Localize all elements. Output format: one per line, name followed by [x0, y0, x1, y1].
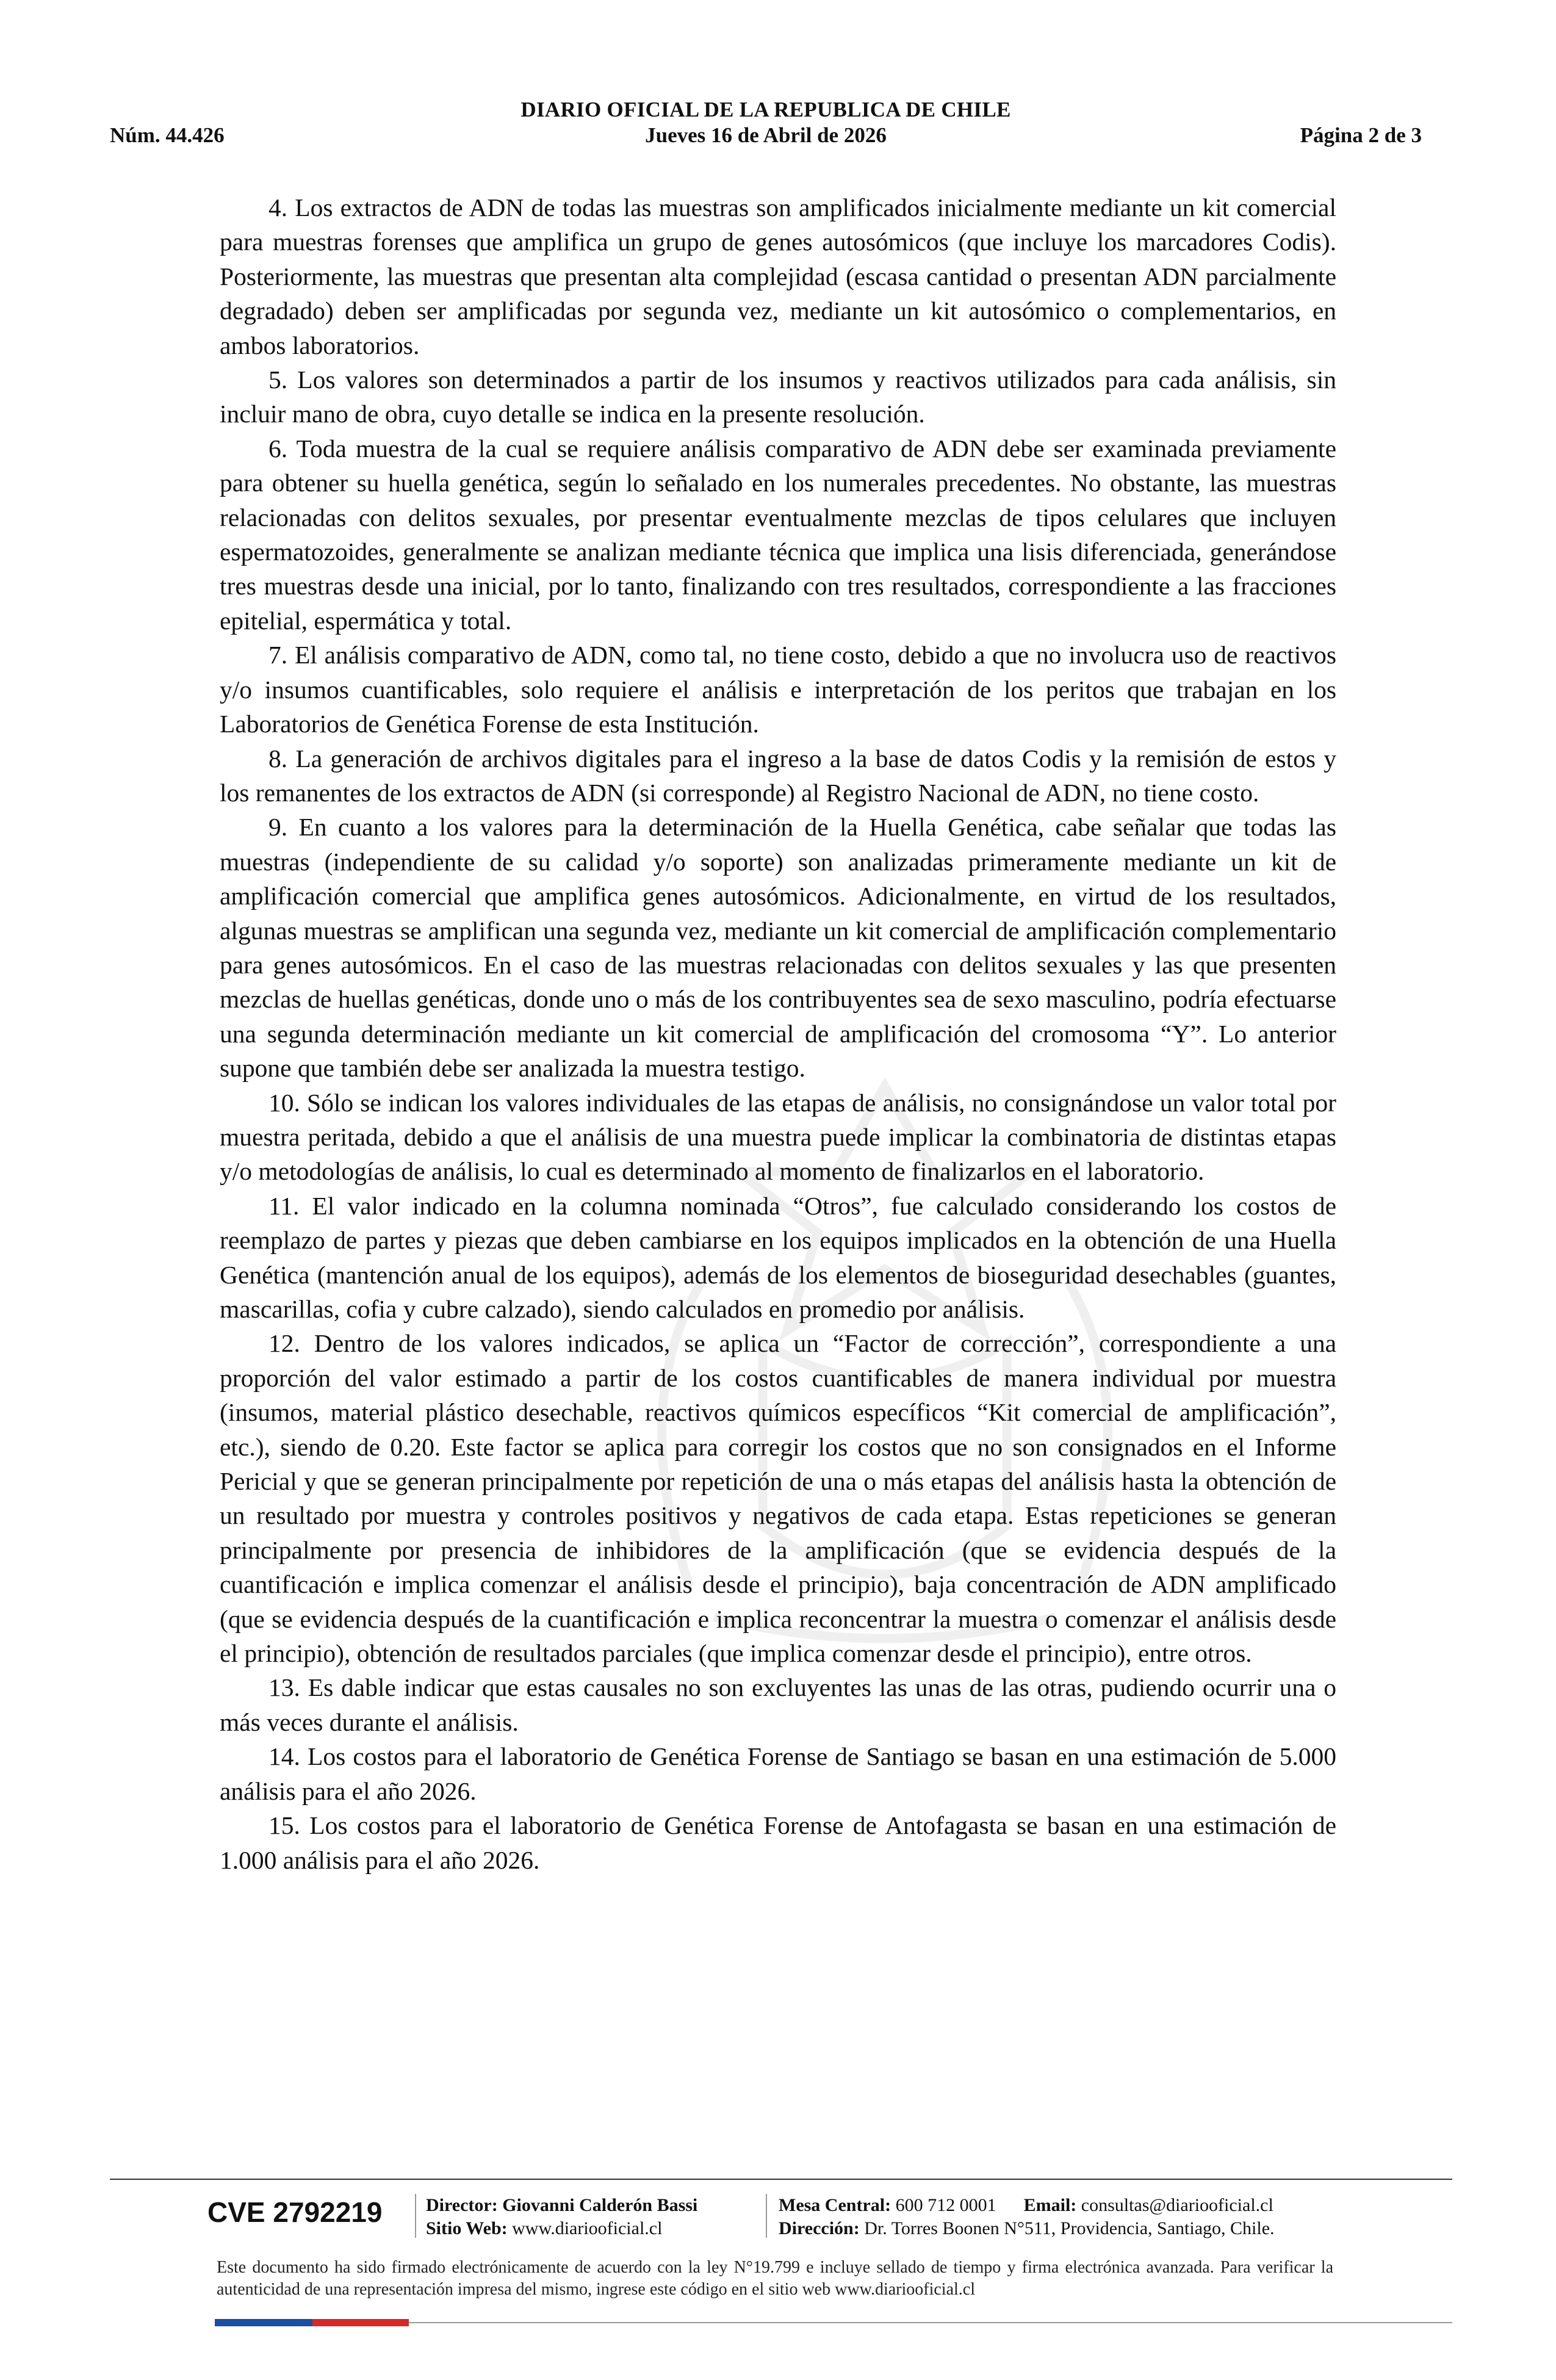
- paragraph-13: 13. Es dable indicar que estas causales no son excluyentes las unas de las otras, pudiendo ocurrir una o más veces durante el análisis.: [220, 1673, 1336, 1736]
- flag-stripe-red: [312, 2319, 409, 2326]
- contact-block: [779, 2194, 1275, 2240]
- phone-number: 600 712 0001: [895, 2195, 996, 2215]
- paragraph-7: 7. El análisis comparativo de ADN, como tal, no tiene costo, debido a que no involucra uso de reactivos y/o insumos cuantificables, solo requiere el análisis e interpretación de los peritos que trabajan en los Laboratorios de Genética Forense de esta Institución.: [220, 641, 1336, 738]
- address-label: Dirección:: [779, 2218, 860, 2238]
- verification-note: Este documento ha sido firmado electrónicamente de acuerdo con la ley N°19.799 e incluye sellado de tiempo y firma electrónica avanzada. Para verificar la autenticidad de una representación impresa del mismo, ingrese este código en el sitio web www.diariooficial.cl: [217, 2258, 1333, 2299]
- website-line: [426, 2217, 697, 2240]
- cve-code: CVE 2792219: [207, 2196, 383, 2228]
- flag-stripe-blue: [215, 2319, 312, 2326]
- paragraph-10: 10. Sólo se indican los valores individuales de las etapas de análisis, no consignándose un valor total por muestra peritada, debido a que el análisis de una muestra puede implicar la combinatoria de distintas etapas y/o metodologías de análisis, lo cual es determinado al momento de finalizarlos en el laboratorio.: [220, 1088, 1336, 1186]
- website-link[interactable]: www.diariooficial.cl: [512, 2218, 663, 2238]
- director-name: Giovanni Calderón Bassi: [502, 2195, 698, 2215]
- paragraph-15: 15. Los costos para el laboratorio de Genética Forense de Antofagasta se basan en una estimación de 1.000 análisis para el año 2026.: [220, 1811, 1336, 1874]
- paragraph-11: 11. El valor indicado en la columna nominada “Otros”, fue calculado considerando los costos de reemplazo de partes y piezas que deben cambiarse en los equipos implicados en la obtención de una Huella Genética (mantención anual de los equipos), además de los elementos de bioseguridad desechables (guantes, mascarillas, cofia y cubre calzado), siendo calculados en promedio por análisis.: [220, 1191, 1336, 1323]
- page-header: [110, 92, 1422, 153]
- email-label: Email:: [1023, 2195, 1077, 2215]
- paragraph-9: 9. En cuanto a los valores para la determinación de la Huella Genética, cabe señalar que todas las muestras (independiente de su calidad y/o soporte) son analizadas primeramente mediante un kit de amplificación comercial que amplifica genes autosómicos. Adicionalmente, en virtud de los resultados, algunas muestras se amplifican una segunda vez, mediante un kit comercial de amplificación complementario para genes autosómicos. En el caso de las muestras relacionadas con delitos sexuales y las que presenten mezclas de huellas genéticas, donde uno o más de los contribuyentes sea de sexo masculino, podría efectuarse una segunda determinación mediante un kit comercial de amplificación del cromosoma “Y”. Lo anterior supone que también debe ser analizada la muestra testigo.: [220, 813, 1336, 1083]
- footer-divider: [110, 2179, 1452, 2180]
- issue-number: Núm. 44.426: [110, 123, 225, 147]
- paragraph-12: 12. Dentro de los valores indicados, se aplica un “Factor de corrección”, correspondiente a una proporción del valor estimado a partir de los costos cuantificables de manera individual por muestra (insumos, material plástico desechable, reactivos químicos específicos “Kit comercial de amplificación”, etc.), siendo de 0.20. Este factor se aplica para corregir los costos que no son consignados en el Informe Pericial y que se generan principalmente por repetición de una o más etapas del análisis hasta la obtención de un resultado por muestra y controles positivos y negativos de cada etapa. Estas repeticiones se generan principalmente por presencia de inhibidores de la amplificación (que se evidencia después de la cuantificación e implica comenzar el análisis desde el principio), baja concentración de ADN amplificado (que se evidencia después de la cuantificación e implica reconcentrar la muestra o comenzar el análisis desde el principio), obtención de resultados parciales (que implica comenzar desde el principio), entre otros.: [220, 1329, 1336, 1668]
- director-label: Director:: [426, 2195, 498, 2215]
- issue-date: Jueves 16 de Abril de 2026: [645, 123, 887, 147]
- director-block: [426, 2194, 697, 2240]
- bottom-divider: [409, 2322, 1452, 2323]
- paragraph-8: 8. La generación de archivos digitales para el ingreso a la base de datos Codis y la remisión de estos y los remanentes de los extractos de ADN (si corresponde) al Registro Nacional de ADN, no tiene costo.: [220, 744, 1336, 807]
- address-text: Dr. Torres Boonen N°511, Providencia, Santiago, Chile.: [864, 2218, 1275, 2238]
- website-label: Sitio Web:: [426, 2218, 508, 2238]
- phone-label: Mesa Central:: [779, 2195, 891, 2215]
- document-body: [220, 190, 1336, 1877]
- page-number: Página 2 de 3: [1300, 123, 1422, 147]
- publication-title: DIARIO OFICIAL DE LA REPUBLICA DE CHILE: [520, 98, 1011, 121]
- paragraph-4: 4. Los extractos de ADN de todas las muestras son amplificados inicialmente mediante un kit comercial para muestras forenses que amplifica un grupo de genes autosómicos (que incluye los marcadores Codis). Posteriormente, las muestras que presentan alta complejidad (escasa cantidad o presentan ADN parcialmente degradado) deben ser amplificadas por segunda vez, mediante un kit autosómico o complementarios, en ambos laboratorios.: [220, 193, 1336, 359]
- paragraph-6: 6. Toda muestra de la cual se requiere análisis comparativo de ADN debe ser examinada previamente para obtener su huella genética, según lo señalado en los numerales precedentes. No obstante, las muestras relacionadas con delitos sexuales, por presentar eventualmente mezclas de tipos celulares que incluyen espermatozoides, generalmente se analizan mediante técnica que implica una lisis diferenciada, generándose tres muestras desde una inicial, por lo tanto, finalizando con tres resultados, correspondiente a las fracciones epitelial, espermática y total.: [220, 434, 1336, 635]
- paragraph-5: 5. Los valores son determinados a partir de los insumos y reactivos utilizados para cada análisis, sin incluir mano de obra, cuyo detalle se indica en la presente resolución.: [220, 366, 1336, 428]
- address-line: [779, 2217, 1275, 2240]
- email-link[interactable]: consultas@diariooficial.cl: [1081, 2195, 1273, 2215]
- phone-email-line: [779, 2194, 1275, 2217]
- paragraph-14: 14. Los costos para el laboratorio de Genética Forense de Santiago se basan en una estimación de 5.000 análisis para el año 2026.: [220, 1742, 1336, 1805]
- footer-separator-2: [766, 2194, 767, 2238]
- footer-separator-1: [415, 2194, 416, 2238]
- director-line: [426, 2194, 697, 2217]
